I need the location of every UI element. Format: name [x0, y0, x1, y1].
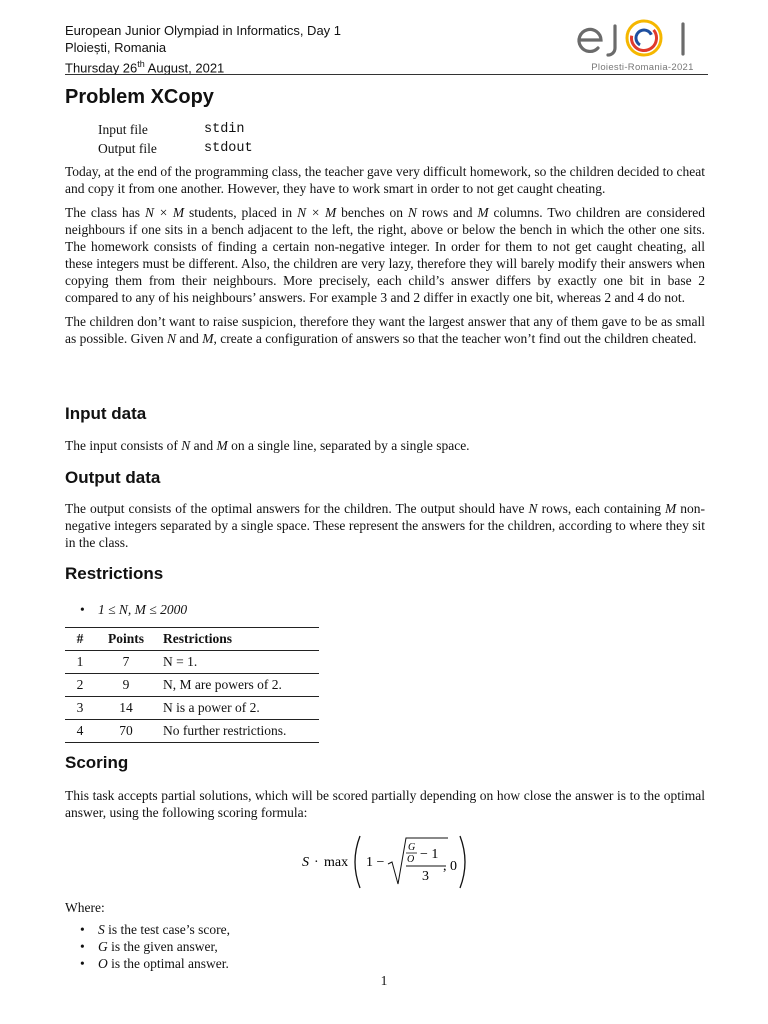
table-row [65, 674, 319, 697]
sqrt-sign [388, 838, 448, 884]
row-points: 9 [122, 677, 130, 692]
formula-one-minus: 1 − [366, 855, 385, 870]
formula-o: O [407, 854, 415, 865]
input-data-heading: Input data [65, 404, 147, 423]
ejoi-logo-mark [575, 18, 710, 60]
page-number: 1 [380, 973, 388, 988]
subtask-table-header [65, 628, 319, 651]
row-points: 70 [119, 723, 133, 738]
restrictions-bullet: • 1 ≤ N, M ≤ 2000 [80, 602, 188, 617]
list-item: • O is the optimal answer. [80, 956, 229, 971]
col-number: # [76, 631, 84, 646]
table-row [65, 651, 319, 674]
table-row [65, 720, 319, 743]
formula-zero: , 0 [443, 859, 457, 874]
list-item: • S is the test case’s score, [80, 922, 230, 937]
row-number: 2 [76, 677, 84, 692]
input-data-text: The input consists of N and M on a single line, separated by a single space. [65, 438, 470, 453]
formula-s: S [302, 855, 309, 870]
subtask-table [65, 627, 319, 743]
scoring-text: This task accepts partial solutions, which will be scored partially depending on how close the answer is to the optimal answer, using the following scoring formula: [65, 788, 705, 820]
row-restriction: N is a power of 2. [163, 700, 260, 715]
output-data-heading: Output data [65, 468, 161, 487]
scoring-heading: Scoring [65, 753, 129, 772]
row-number: 3 [76, 700, 84, 715]
formula-minus-one: − 1 [420, 847, 439, 862]
col-points: Points [107, 631, 144, 646]
input-file-label: Input file [98, 122, 148, 137]
statement [65, 163, 705, 347]
header-location: Ploiești, Romania [65, 40, 167, 55]
table-row [65, 697, 319, 720]
output-file-label: Output file [98, 141, 157, 156]
output-data-text: The output consists of the optimal answers for the children. The output should have N rows, each containing M non-negative integers separated by a single space. These represent the answers for the children, according to where they sit in the class. [65, 501, 705, 550]
col-restrictions: Restrictions [163, 631, 232, 646]
where-bullets [80, 921, 230, 972]
left-paren [355, 836, 360, 888]
io-files [96, 119, 255, 159]
formula-graphic [300, 832, 470, 894]
row-restriction: N, M are powers of 2. [163, 677, 282, 692]
header-contest: European Junior Olympiad in Informatics, Day 1 [65, 23, 342, 38]
intro-paragraph-1: Today, at the end of the programming class, the teacher gave very difficult homework, so the children decided to cheat and copy it from one another. However, they have to work smart in order to not get caught cheating. [65, 164, 705, 196]
row-number: 4 [76, 723, 84, 738]
formula-max: max [324, 855, 349, 870]
header-date: Thursday 26th August, 2021 [65, 59, 225, 76]
row-points: 14 [119, 700, 133, 715]
where-label: Where: [65, 900, 105, 915]
row-restriction: No further restrictions. [163, 723, 287, 738]
formula-g: G [408, 842, 416, 853]
restrictions-heading: Restrictions [65, 564, 164, 583]
ejoi-logo [575, 18, 710, 73]
document-header [65, 22, 341, 76]
logo-subtitle: Ploiesti-Romania-2021 [591, 62, 694, 73]
input-file-value: stdin [204, 122, 245, 137]
row-number: 1 [76, 654, 84, 669]
row-restriction: N = 1. [163, 654, 198, 669]
output-file-value: stdout [204, 141, 253, 156]
problem-title: Problem XCopy [65, 86, 214, 108]
header-divider [65, 74, 708, 75]
right-paren [460, 836, 465, 888]
list-item: • G is the given answer, [80, 939, 218, 954]
formula-three: 3 [422, 869, 429, 884]
intro-paragraph-3: The children don’t want to raise suspicion, therefore they want the largest answer that any of them gave to be as small as possible. Given N and M, create a configuration of answers so that the teacher won’t find out the children cheated. [65, 314, 705, 346]
intro-paragraph-2: The class has N × M students, placed in N × M benches on N rows and M columns. Two children are considered neighbours if one sits in a bench adjacent to the left, the right, above or below the bench in which the other one sits. The homework consists of finding a certain non-negative integer. In order for them to not get caught cheating, all these integers must be different. Also, the children are very lazy, therefore they will barely modify their answers when copying them from their neighbours. More precisely, each child’s answer differs by exactly one bit in base 2 compared to any of his neighbours’ answers. For example 3 and 2 differ in exactly one bit, whereas 2 and 4 do not. [65, 205, 706, 305]
formula-dot: · [314, 855, 319, 870]
row-points: 7 [122, 654, 130, 669]
scoring-formula [300, 832, 470, 892]
